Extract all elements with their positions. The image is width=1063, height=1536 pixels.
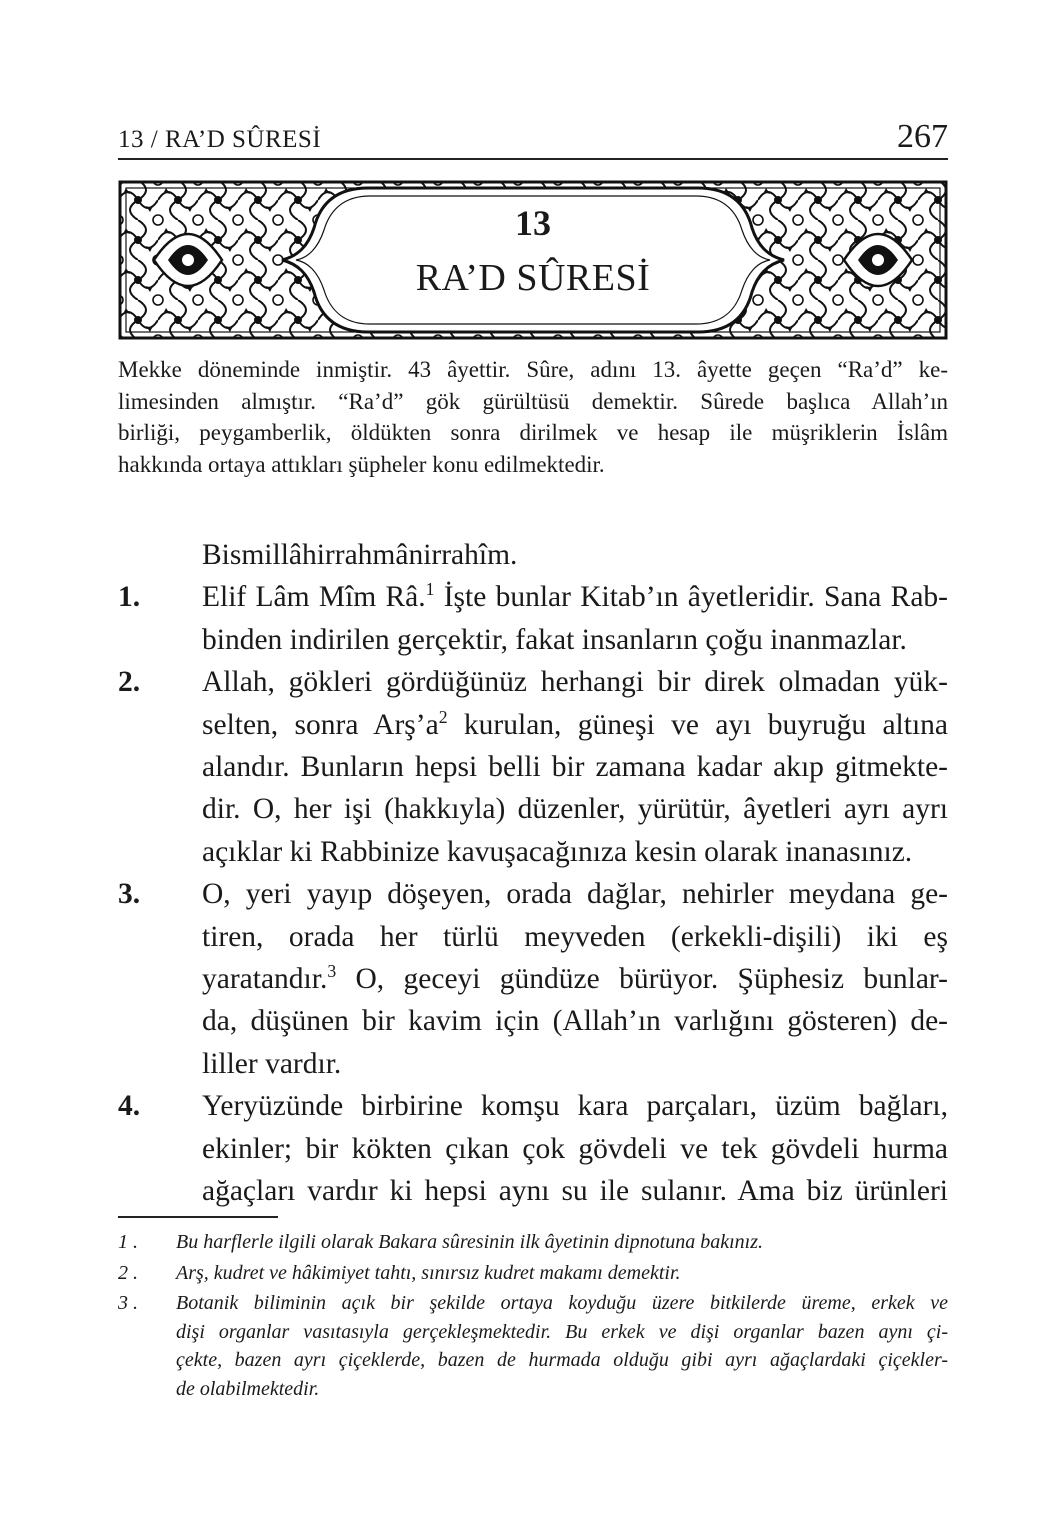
- verse-number: 4.: [118, 1090, 141, 1123]
- verse-line: Yeryüzünde birbirine komşu kara parçaları, üzüm bağları,: [202, 1090, 948, 1123]
- verses-section: [118, 534, 948, 1213]
- running-title: 13 / RA’D SÛRESİ: [118, 126, 322, 153]
- verse-text: kurulan, güneşi ve ayı buyruğu altına: [447, 708, 948, 741]
- verse-1: [118, 576, 948, 661]
- verse-2: [118, 661, 948, 873]
- footnote-number: 3 .: [118, 1292, 138, 1314]
- surah-number: 13: [515, 203, 551, 243]
- verse-line: açıklar ki Rabbinize kavuşacağınıza kesin olarak inanasınız.: [202, 835, 913, 868]
- surah-introduction: [118, 354, 948, 480]
- verse-line: [202, 958, 948, 1000]
- footnote-line: dişi organlar vasıtasıyla gerçekleşmektedir. Bu erkek ve dişi organlar bazen aynı çi-: [176, 1320, 948, 1343]
- verse-number: 2.: [118, 666, 141, 699]
- verse-line: O, yeri yayıp döşeyen, orada dağlar, nehirler meydana ge-: [202, 878, 948, 911]
- verse-line: alandır. Bunların hepsi belli bir zamana kadar akıp gitmekte-: [202, 751, 948, 784]
- verse-line: da, düşünen bir kavim için (Allah’ın varlığını gösteren) de-: [202, 1005, 948, 1038]
- verse-number: 3.: [118, 878, 141, 911]
- verse-line: binden indirilen gerçektir, fakat insanların çoğu inanmazlar.: [202, 623, 907, 656]
- footnote-number: 2 .: [118, 1261, 138, 1284]
- footnote-2: [118, 1259, 948, 1288]
- footnote-number: 1 .: [118, 1231, 138, 1253]
- footnote-line: çekte, bazen ayrı çiçeklerde, bazen de hurmada olduğu gibi ayrı ağaçlardaki çiçekler-: [176, 1349, 948, 1371]
- footnote-marker: 2: [438, 706, 448, 727]
- verse-line: ağaçları vardır ki hepsi aynı su ile sulanır. Ama biz ürünleri: [202, 1175, 948, 1208]
- verse-4: [118, 1085, 948, 1212]
- footnotes: [118, 1228, 948, 1405]
- verse-text: O, geceyi gündüze bürüyor. Şüphesiz bunlar-: [336, 963, 948, 996]
- footnote-divider: [118, 1216, 278, 1218]
- basmala: Bismillâhirrahmânirrahîm.: [202, 539, 518, 571]
- verse-text: İşte bunlar Kitab’ın âyetleridir. Sana Rab-: [434, 581, 948, 614]
- surah-title: RA’D SÛRESİ: [415, 257, 651, 299]
- verse-number: 1.: [118, 581, 141, 614]
- intro-line: hakkında ortaya attıkları şüpheler konu edilmektedir.: [118, 451, 605, 477]
- verse-line: ekinler; bir kökten çıkan çok gövdeli ve tek gövdeli hurma: [202, 1132, 948, 1165]
- verse-line: [202, 704, 948, 746]
- verse-3: [118, 873, 948, 1085]
- intro-line: birliği, peygamberlik, öldükten sonra dirilmek ve hesap ile müşriklerin İslâm: [118, 420, 948, 445]
- footnote-line: Botanik biliminin açık bir şekilde ortaya koyduğu üzere bitkilerde üreme, erkek ve: [176, 1292, 948, 1314]
- page-number: 267: [897, 118, 948, 155]
- footnote-line: Bu harflerle ilgili olarak Bakara sûresinin ilk âyetinin dipnotuna bakınız.: [176, 1231, 763, 1253]
- intro-line: Mekke döneminde inmiştir. 43 âyettir. Sûre, adını 13. âyette geçen “Ra’d” ke-: [118, 357, 948, 382]
- footnote-marker: 1: [425, 579, 435, 600]
- verse-text: Elif Lâm Mîm Râ.: [202, 581, 426, 614]
- footnote-line: de olabilmektedir.: [176, 1377, 320, 1400]
- footnote-line: Arş, kudret ve hâkimiyet tahtı, sınırsız kudret makamı demektir.: [176, 1261, 681, 1284]
- verse-text: yaratandır.: [202, 963, 328, 996]
- footnote-1: [118, 1228, 948, 1257]
- intro-line: limesinden almıştır. “Ra’d” gök gürültüsü demektir. Sûrede başlıca Allah’ın: [118, 388, 948, 414]
- footnote-3: [118, 1289, 948, 1403]
- running-head: [118, 112, 948, 160]
- verse-text: selten, sonra Arş’a: [202, 708, 439, 741]
- verse-line: tiren, orada her türlü meyveden (erkekli-dişili) iki eş: [202, 920, 948, 953]
- verse-line: [202, 576, 948, 618]
- verse-line: dir. O, her işi (hakkıyla) düzenler, yürütür, âyetleri ayrı ayrı: [202, 793, 948, 826]
- footnote-marker: 3: [327, 961, 337, 982]
- verse-line: liller vardır.: [202, 1047, 342, 1080]
- verse-line: Allah, gökleri gördüğünüz herhangi bir direk olmadan yük-: [202, 666, 948, 699]
- surah-banner: [118, 180, 948, 340]
